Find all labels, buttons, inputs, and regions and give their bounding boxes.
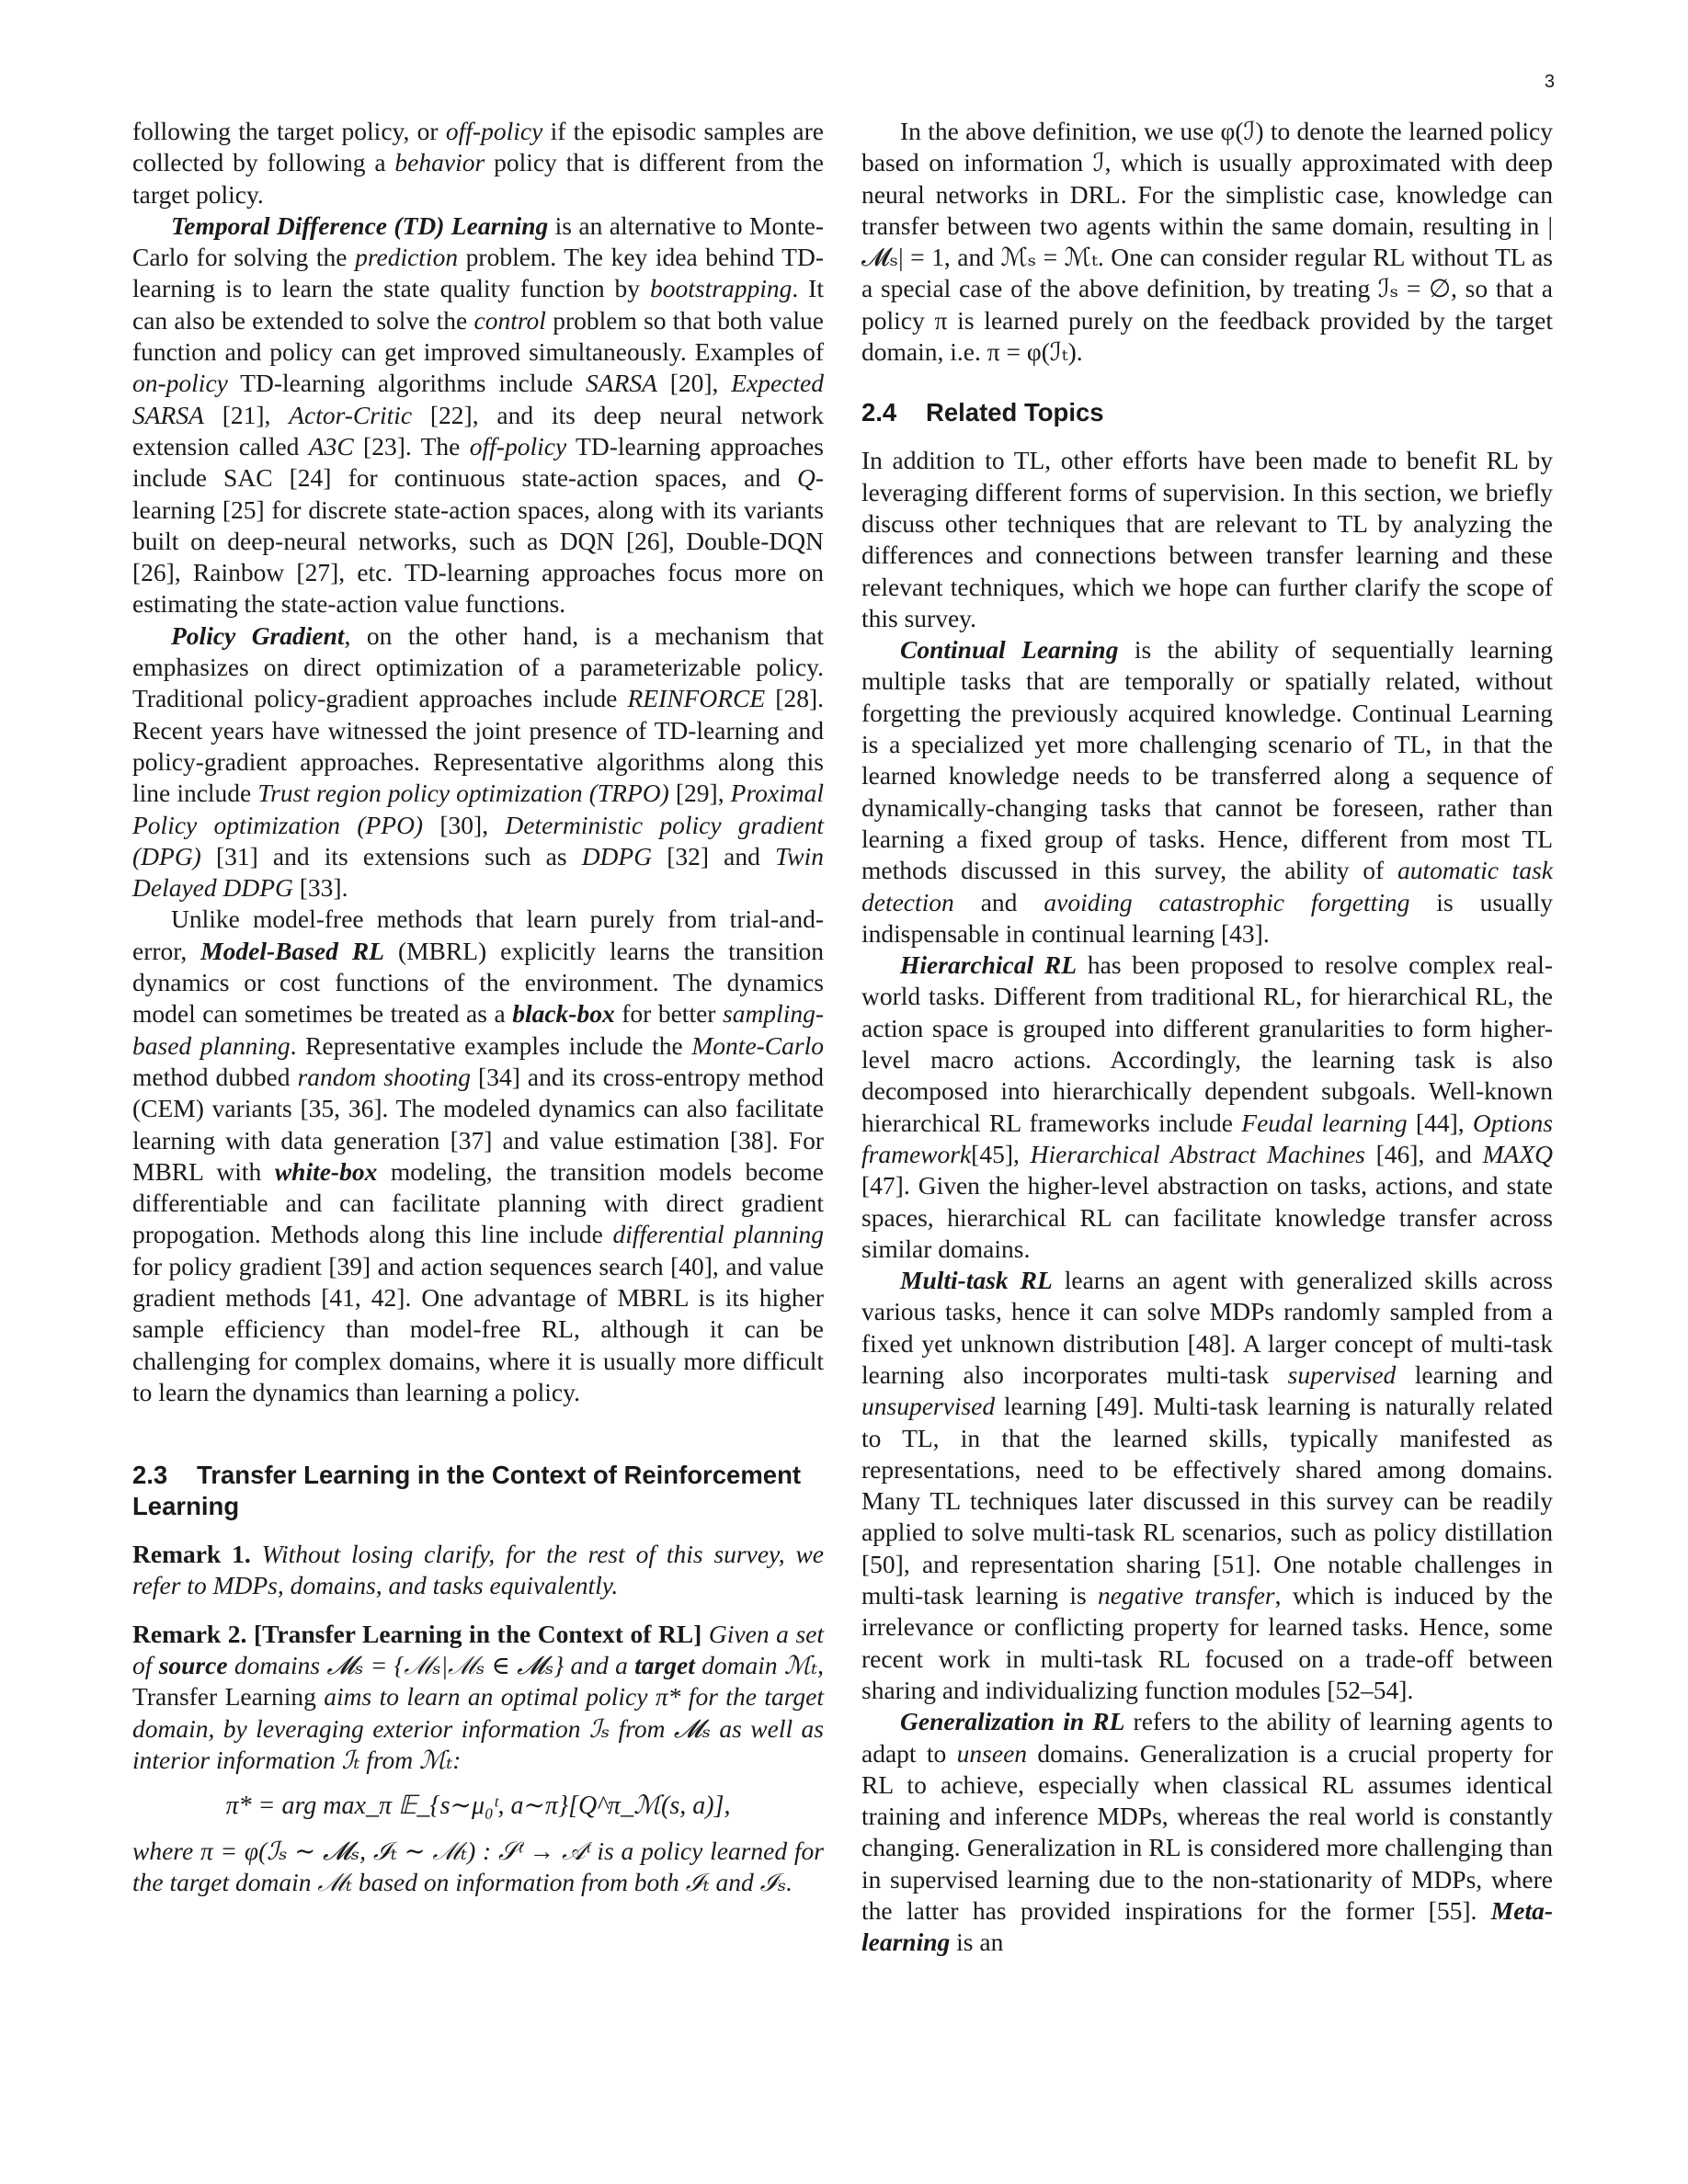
equation-where-clause: where π = φ(ℐₛ ∼ 𝓜ₛ, ℐₜ ∼ ℳₜ) : 𝒮ᵗ → 𝒜ᵗ is a policy learned for the target domain ℳₜ based on information from both ℐₜ and ℐₛ. xyxy=(132,1836,824,1896)
paragraph-multi-task-rl: Multi-task RL learns an agent with generalized skills across various tasks, hence it can solve MDPs randomly sampled from a fixed yet unknown distribution [48]. A larger concept of multi-task learning also incorporates multi-task supervised learning and unsupervised learning [49]. Multi-task learning is naturally related to TL, in that the learned skills, typically manifested as representations, need to be effectively shared among domains. Many TL techniques later discussed in this survey can be readily applied to solve multi-task RL scenarios, such as policy distillation [50], and representation sharing [51]. One notable challenges in multi-task learning is negative transfer, which is induced by the irrelevance or conflicting property for learned tasks. Hence, some recent work in multi-task RL focused on a trade-off between sharing and individualizing function modules [52–54]. xyxy=(861,1266,1553,1704)
paragraph-generalization: Generalization in RL refers to the ability of learning agents to adapt to unseen domains. Generalization is a crucial property for RL to achieve, especially when classical RL assumes identical training and inference MDPs, whereas the real world is constantly changing. Generalization in RL is considered more challenging than in supervised learning due to the non-stationarity of MDPs, where the latter has provided inspirations for the former [55]. Meta-learning is an xyxy=(861,1707,1553,1957)
equation-optimal-policy: π* = arg max_π 𝔼_{s∼μ₀ᵗ, a∼π}[Q^π_ℳ(s, a)], xyxy=(225,1792,731,1821)
remark-1: Remark 1. Without losing clarify, for the rest of this survey, we refer to MDPs, domains, and tasks equivalently. xyxy=(132,1540,825,1600)
page-number: 3 xyxy=(1544,72,1555,92)
section-heading-2-3: 2.3 Transfer Learning in the Context of Reinforcement Learning xyxy=(132,1461,802,1521)
left-column xyxy=(132,116,824,1898)
section-heading-2-4: 2.4 Related Topics xyxy=(861,398,1104,427)
paragraph-hierarchical-rl: Hierarchical RL has been proposed to resolve complex real-world tasks. Different from traditional RL, for hierarchical RL, the action space is grouped into different granularities to form higher-level macro actions. Accordingly, the learning task is also decomposed into hierarchically dependent subgoals. Well-known hierarchical RL frameworks include Feudal learning [44], Options framework[45], Hierarchical Abstract Machines [46], and MAXQ [47]. Given the higher-level abstraction on tasks, actions, and state spaces, hierarchical RL can facilitate knowledge transfer across similar domains. xyxy=(861,950,1553,1263)
paragraph-model-based: Unlike model-free methods that learn purely from trial-and-error, Model-Based RL (MBRL) explicitly learns the transition dynamics or cost functions of the environment. The dynamics model can sometimes be treated as a black-box for better sampling-based planning. Representative examples include the Monte-Carlo method dubbed random shooting [34] and its cross-entropy method (CEM) variants [35, 36]. The modeled dynamics can also facilitate learning with data generation [37] and value estimation [38]. For MBRL with white-box modeling, the transition models become differentiable and can facilitate planning with direct gradient propogation. Methods along this line include differential planning for policy gradient [39] and action sequences search [40], and value gradient methods [41, 42]. One advantage of MBRL is its higher sample efficiency than model-free RL, although it can be challenging for complex domains, where it is usually more difficult to learn the dynamics than learning a policy. xyxy=(132,904,825,1406)
paragraph-td-learning: Temporal Difference (TD) Learning is an alternative to Monte-Carlo for solving the prediction problem. The key idea behind TD-learning is to learn the state quality function by bootstrapping. It can also be extended to solve the control problem so that both value function and policy can get improved simultaneously. Examples of on-policy TD-learning algorithms include SARSA [20], Expected SARSA [21], Actor-Critic [22], and its deep neural network extension called A3C [23]. The off-policy TD-learning approaches include SAC [24] for continuous state-action spaces, and Q-learning [25] for discrete state-action spaces, along with its variants built on deep-neural networks, such as DQN [26], Double-DQN [26], Rainbow [27], etc. TD-learning approaches focus more on estimating the state-action value functions. xyxy=(132,210,825,619)
paragraph-continual-learning: Continual Learning is the ability of sequentially learning multiple tasks that are temporally or spatially related, without forgetting the previously acquired knowledge. Continual Learning is a specialized yet more challenging scenario of TL, in that the learned knowledge needs to be transferred along a sequence of dynamically-changing tasks that cannot be foreseen, rather than learning a fixed group of tasks. Hence, different from most TL methods discussed in this survey, the ability of automatic task detection and avoiding catastrophic forgetting is usually indispensable in continual learning [43]. xyxy=(861,635,1554,948)
paragraph-policy-gradient: Policy Gradient, on the other hand, is a mechanism that emphasizes on direct optimization of a parameterizable policy. Traditional policy-gradient approaches include REINFORCE [28]. Recent years have witnessed the joint presence of TD-learning and policy-gradient approaches. Representative algorithms along this line include Trust region policy optimization (TRPO) [29], Proximal Policy optimization (PPO) [30], Deterministic policy gradient (DPG) [31] and its extensions such as DDPG [32] and Twin Delayed DDPG [33]. xyxy=(132,620,824,903)
paragraph-definition: In the above definition, we use φ(ℐ) to denote the learned policy based on information ℐ, which is usually approximated with deep neural networks in DRL. For the simplistic case, knowledge can transfer between two agents within the same domain, resulting in |𝓜ₛ| = 1, and ℳₛ = ℳₜ. One can consider regular RL without TL as a special case of the above definition, by treating ℐₛ = ∅, so that a policy π is learned purely on the feedback provided by the target domain, i.e. π = φ(ℐₜ). xyxy=(861,117,1553,367)
right-column xyxy=(861,116,1553,1959)
paragraph-related-intro: In addition to TL, other efforts have been made to benefit RL by leveraging different forms of supervision. In this section, we briefly discuss other techniques that are relevant to TL by analyzing the differences and connections between transfer learning and these relevant techniques, which we hope can further clarify the scope of this survey. xyxy=(861,446,1553,632)
remark-2: Remark 2. [Transfer Learning in the Context of RL] Given a set of source domains 𝓜ₛ = {ℳₛ|ℳₛ ∈ 𝓜ₛ} and a target domain ℳₜ, Transfer Learning aims to learn an optimal policy π* for the target domain, by leveraging exterior information ℐₛ from 𝓜ₛ as well as interior information ℐₜ from ℳₜ: xyxy=(132,1619,824,1774)
paragraph-offpolicy: following the target policy, or off-policy if the episodic samples are collected by following a behavior policy that is different from the target policy. xyxy=(132,117,825,209)
